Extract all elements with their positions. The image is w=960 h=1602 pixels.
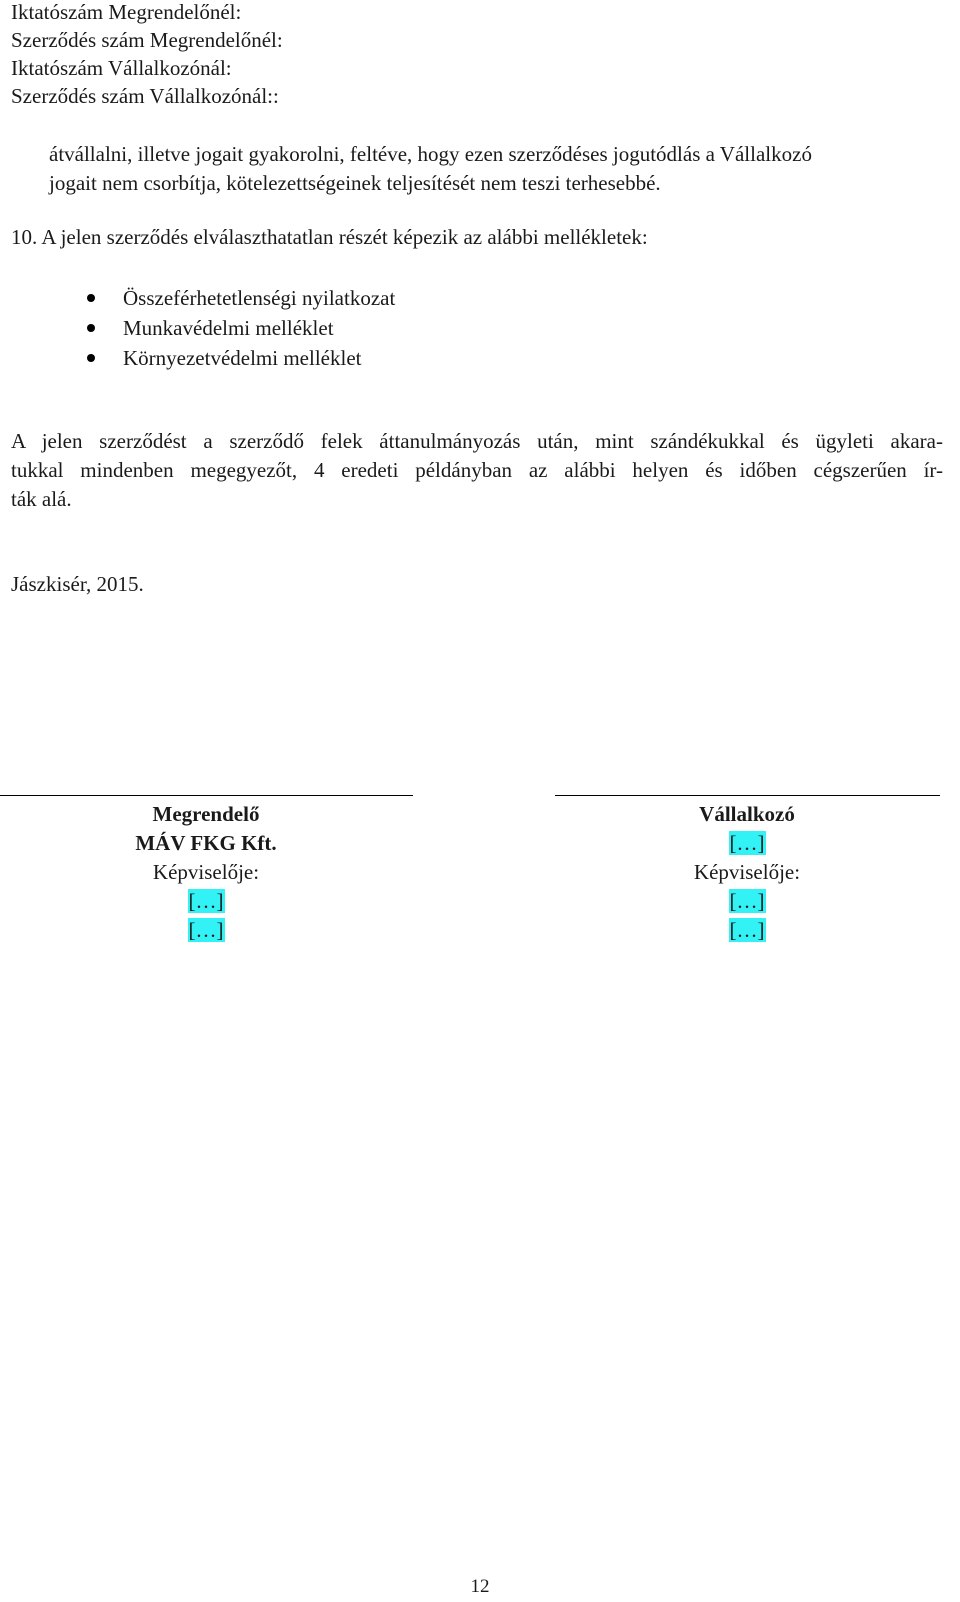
annex-label: Munkavédelmi melléklet [123, 316, 334, 340]
list-item [87, 283, 395, 313]
signature-line-contractor [555, 795, 940, 796]
closing-paragraph-line: tukkal mindenben megegyezőt, 4 eredeti példányban az alábbi helyen és időben cégszerűen ír- [11, 458, 943, 482]
representative-name-placeholder: […] [729, 889, 765, 913]
page-number: 12 [470, 1576, 490, 1597]
header-registry-number-contractor: Iktatószám Vállalkozónál: [11, 56, 232, 80]
signatory-company-placeholder: […] [729, 831, 765, 855]
list-item [87, 313, 395, 343]
signature-block-customer [56, 800, 356, 945]
header-registry-number-customer: Iktatószám Megrendelőnél: [11, 0, 242, 24]
continuation-paragraph-line: jogait nem csorbítja, kötelezettségeinek teljesítését nem teszi terhesebbé. [49, 171, 661, 195]
signature-block-contractor [597, 800, 897, 945]
representative-label: Képviselője: [693, 860, 801, 884]
annex-label: Környezetvédelmi melléklet [123, 346, 362, 370]
signatory-role: Megrendelő [152, 802, 260, 826]
annex-list [87, 283, 395, 373]
bullet-icon [87, 294, 95, 302]
representative-label: Képviselője: [152, 860, 260, 884]
representative-name-placeholder: […] [188, 889, 224, 913]
continuation-paragraph-line: átvállalni, illetve jogait gyakorolni, feltéve, hogy ezen szerződéses jogutódlás a Vállalkozó [49, 142, 812, 166]
bullet-icon [87, 324, 95, 332]
bullet-icon [87, 354, 95, 362]
annex-label: Összeférhetetlenségi nyilatkozat [123, 286, 396, 310]
representative-title-placeholder: […] [729, 918, 765, 942]
list-item [87, 343, 395, 373]
closing-paragraph-line: ták alá. [11, 487, 72, 511]
closing-paragraph-line: A jelen szerződést a szerződő felek áttanulmányozás után, mint szándékukkal és ügyleti akara- [11, 429, 943, 453]
header-contract-number-contractor: Szerződés szám Vállalkozónál:: [11, 84, 279, 108]
signatory-role: Vállalkozó [699, 802, 795, 826]
representative-title-placeholder: […] [188, 918, 224, 942]
header-contract-number-customer: Szerződés szám Megrendelőnél: [11, 28, 283, 52]
place-and-date: Jászkisér, 2015. [11, 572, 144, 596]
clause-10-heading: 10. A jelen szerződés elválaszthatatlan részét képezik az alábbi mellékletek: [11, 225, 648, 249]
signature-line-customer [0, 795, 413, 796]
signatory-company: MÁV FKG Kft. [135, 831, 277, 855]
